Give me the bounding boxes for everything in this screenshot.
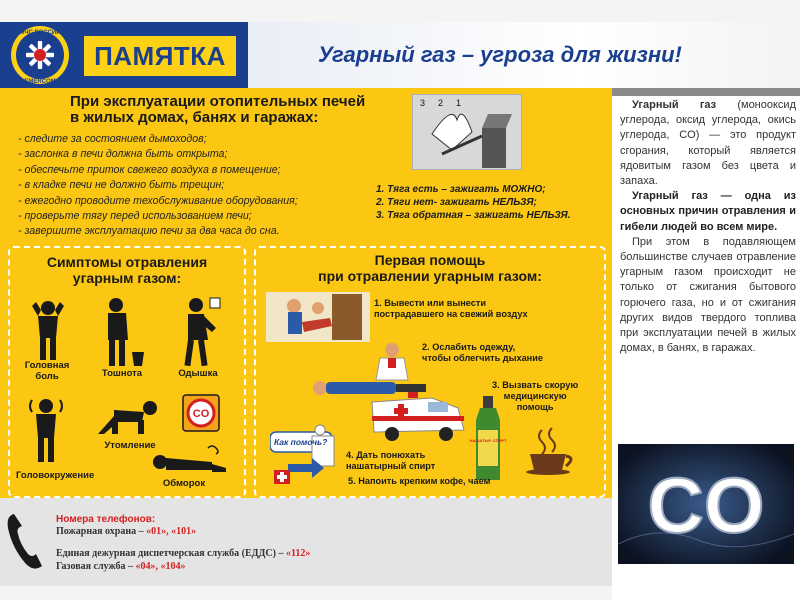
info-paragraph-1 [620,98,796,189]
first-aid-title-line1: Первая помощь [374,252,486,268]
symptom-headache-label: Головная боль [24,360,70,382]
draft-num-1: 1 [456,98,462,108]
phones-panel [0,498,612,586]
list-item: 1. Тяга есть – зажигать МОЖНО; [376,184,546,195]
phone-label: Пожарная охрана – [56,526,147,537]
symptom-fatigue-label: Утомление [104,440,156,451]
how-to-help-label: Как помочь? [274,437,328,447]
page-title: Угарный газ – угроза для жизни! [318,42,682,67]
info-text [620,98,796,356]
phone-label: Единая дежурная диспетчерская служба (ЕДДС) – [56,548,286,559]
aid-step-1: 1. Вывести или вынести пострадавшего на свежий воздух [374,298,528,319]
rescue-illustration-icon [266,292,370,342]
info-paragraph-2: Угарный газ — одна из основных причин отравления и гибели людей во всем мире. [620,190,796,233]
dizziness-figure-icon [26,396,66,462]
header-left-panel [0,22,248,88]
list-item: 2. Тяги нет- зажигать НЕЛЬЗЯ; [376,197,537,208]
phone-number: «04», «104» [135,561,186,572]
nausea-figure-icon [98,296,146,368]
main-yellow-panel [0,88,612,498]
phone-icon [4,510,48,572]
ambulance-icon [368,386,468,442]
list-item: - следите за состоянием дымоходов; [18,133,207,145]
header [0,22,800,88]
first-aid-title-line2: при отравлении угарным газом: [318,268,542,284]
stove-title-line1: При эксплуатации отопительных печей [70,93,366,110]
first-aid-title [256,252,604,284]
symptom-fainting-label: Обморок [162,478,206,489]
list-item: - ежегодно проводите техобслуживание оборудования; [18,194,298,207]
how-to-help-figure-icon [270,424,346,490]
symptom-dyspnea-label: Одышка [178,368,218,379]
aid-step-3: 3. Вызвать скорую медицинскую помощь [492,380,579,412]
coffee-cup-icon [524,426,582,476]
co-image [618,444,794,564]
dyspnea-figure-icon [174,296,222,368]
symptom-nausea-label: Тошнота [101,368,143,379]
aid-step-2: 2. Ослабить одежду, чтобы облегчить дыхание [422,342,543,363]
info-definition: (монооксид углерода, оксид углерода, окись углерода, CO) — это продукт сгорания, который является ядовитым газом без цвета и запаха. [620,99,796,188]
aid-step-5: 5. Напоить крепким кофе, чаем [348,476,491,486]
header-right-panel [248,22,800,88]
symptoms-title [10,254,244,286]
phone-number: «01», «101» [146,526,197,537]
fainting-figure-icon [148,444,228,474]
stove-title-line2: в жилых домах, банях и гаражах: [70,109,319,126]
fatigue-figure-icon [94,398,160,434]
draft-diagram-icon [412,94,522,170]
info-paragraph-3: При этом в подавляющем большинстве случаев отравление угарным газом происходит не только от сжигания бытового горючего газа, но и от сжигания других видов твердого топлива при эксплуатации печей в жилых домах, в банях, в гаражах. [620,235,796,355]
emercom-emblem-icon [4,24,76,86]
headache-figure-icon [28,298,68,360]
emblem-top-text: МЧС РОССИИ [19,30,61,36]
stove-rules-list [18,132,368,240]
bottle-label: НАШАТЫР. СПИРТ [469,438,507,443]
list-item: - заслонка в печи должна быть открыта; [18,148,228,161]
divider [612,88,800,96]
memo-badge: ПАМЯТКА [84,36,236,76]
co-sign-text: CO [192,408,210,420]
phone-number: «112» [285,548,311,559]
symptoms-title-line2: угарным газом: [72,270,182,286]
co-warning-sign-icon [182,394,220,432]
co-big-text: CO [647,461,765,549]
draft-rules-list [376,183,570,222]
draft-num-2: 2 [438,98,444,108]
ammonia-bottle-icon [468,396,508,482]
info-column [612,88,800,600]
list-item: 3. Тяга обратная – зажигать НЕЛЬЗЯ. [376,210,571,221]
emblem-bottom-text: EMERCOM [24,79,56,85]
stove-section-title [70,94,400,126]
phone-line-edds [56,548,310,559]
phone-line-fire [56,526,196,537]
symptoms-title-line1: Симптомы отравления [46,254,208,270]
list-item: - обеспечьте приток свежего воздуха в помещение; [18,163,281,176]
symptoms-box [8,246,246,498]
list-item: - проверьте тягу перед использованием печи; [18,210,252,223]
draft-num-3: 3 [420,98,426,108]
co-molecule-graphic-icon [618,444,794,564]
info-term: Угарный газ [632,99,717,111]
phone-line-gas [56,561,186,572]
phone-label: Газовая служба – [56,561,136,572]
first-aid-box [254,246,606,498]
symptom-dizziness-label: Головокружение [16,470,95,481]
list-item: - завершите эксплуатацию печи за два часа до сна. [18,225,280,238]
aid-step-4: 4. Дать понюхать нашатырный спирт [346,450,436,471]
phones-title: Номера телефонов: [56,514,156,525]
list-item: - в кладке печи не должно быть трещин; [18,179,225,192]
